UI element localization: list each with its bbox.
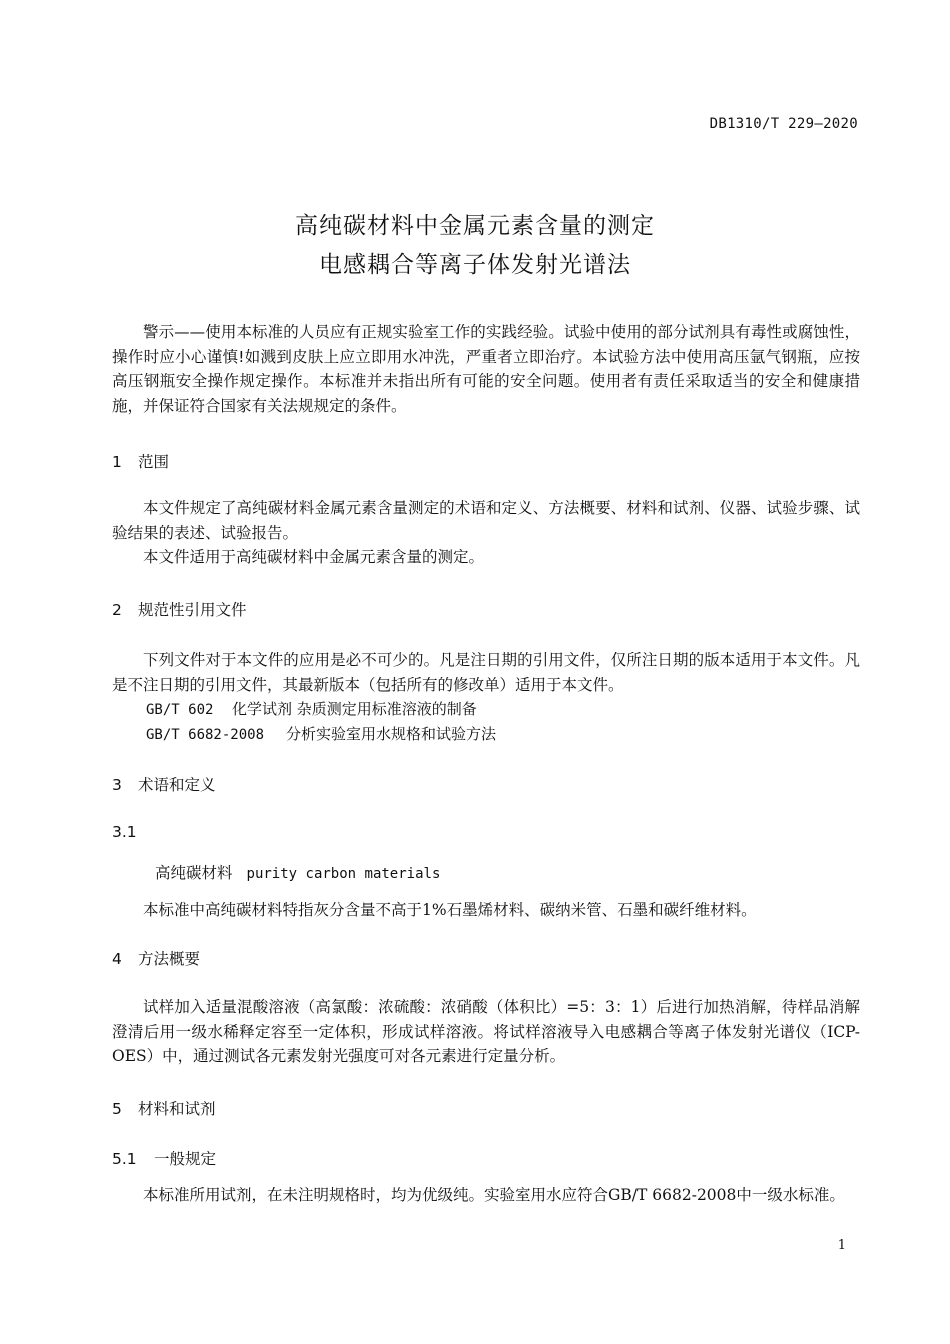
section-2-heading bbox=[112, 598, 247, 620]
section-number: 5 bbox=[112, 1100, 122, 1118]
page-number: 1 bbox=[837, 1238, 846, 1253]
section-number: 1 bbox=[112, 453, 122, 471]
general-provisions-paragraph: 本标准所用试剂，在未注明规格时，均为优级纯。实验室用水应符合GB/T 6682-2008中一级水标准。 bbox=[143, 1186, 845, 1204]
reference-title: 化学试剂 杂质测定用标准溶液的制备 bbox=[232, 700, 477, 718]
document-title-line2: 电感耦合等离子体发射光谱法 bbox=[319, 252, 631, 278]
standard-code: DB1310/T 229—2020 bbox=[709, 116, 858, 132]
method-summary-paragraph: 试样加入适量混酸溶液（高氯酸：浓硫酸：浓硝酸（体积比）=5：3：1）后进行加热消解，待样品消解澄清后用一级水稀释定容至一定体积，形成试样溶液。将试样溶液导入电感耦合等离子体发射光谱仪（ICP-OES）中，通过测试各元素发射光强度可对各元素进行定量分析。 bbox=[112, 998, 860, 1065]
section-title: 术语和定义 bbox=[138, 776, 216, 794]
normative-refs-paragraph: 下列文件对于本文件的应用是必不可少的。凡是注日期的引用文件，仅所注日期的版本适用于本文件。凡是不注日期的引用文件，其最新版本（包括所有的修改单）适用于本文件。 bbox=[112, 651, 860, 694]
term-chinese: 高纯碳材料 bbox=[155, 864, 233, 882]
scope-paragraph-1: 本文件规定了高纯碳材料金属元素含量测定的术语和定义、方法概要、材料和试剂、仪器、试验步骤、试验结果的表述、试验报告。 bbox=[112, 499, 860, 542]
reference-code: GB/T 602 bbox=[146, 702, 214, 718]
reference-title: 分析实验室用水规格和试验方法 bbox=[286, 725, 497, 743]
term-definition: 本标准中高纯碳材料特指灰分含量不高于1%石墨烯材料、碳纳米管、石墨和碳纤维材料。 bbox=[143, 901, 757, 919]
scope-paragraph-2: 本文件适用于高纯碳材料中金属元素含量的测定。 bbox=[143, 548, 485, 566]
section-number: 4 bbox=[112, 950, 122, 968]
section-title: 范围 bbox=[138, 453, 170, 471]
term-entry bbox=[155, 861, 440, 883]
subsection-5-1-heading bbox=[112, 1147, 216, 1169]
section-1-heading bbox=[112, 450, 169, 472]
section-number: 3 bbox=[112, 776, 122, 794]
section-4-heading bbox=[112, 947, 200, 969]
document-title-line1: 高纯碳材料中金属元素含量的测定 bbox=[295, 213, 655, 239]
reference-item bbox=[146, 723, 496, 744]
warning-paragraph: 警示——使用本标准的人员应有正规实验室工作的实践经验。试验中使用的部分试剂具有毒性或腐蚀性，操作时应小心谨慎!如溅到皮肤上应立即用水冲洗，严重者立即治疗。本试验方法中使用高压氩气钢瓶，应按高压钢瓶安全操作规定操作。本标准并未指出所有可能的安全问题。使用者有责任采取适当的安全和健康措施，并保证符合国家有关法规规定的条件。 bbox=[112, 323, 860, 415]
reference-code: GB/T 6682-2008 bbox=[146, 727, 265, 743]
subsection-3-1-number: 3.1 bbox=[112, 823, 137, 841]
section-5-heading bbox=[112, 1097, 216, 1119]
section-title: 材料和试剂 bbox=[138, 1100, 216, 1118]
subsection-title: 一般规定 bbox=[154, 1150, 217, 1168]
subsection-number: 5.1 bbox=[112, 1150, 137, 1168]
reference-item bbox=[146, 698, 477, 719]
section-title: 规范性引用文件 bbox=[138, 601, 247, 619]
section-number: 2 bbox=[112, 601, 122, 619]
term-english: purity carbon materials bbox=[246, 866, 441, 882]
section-3-heading bbox=[112, 773, 216, 795]
section-title: 方法概要 bbox=[138, 950, 201, 968]
